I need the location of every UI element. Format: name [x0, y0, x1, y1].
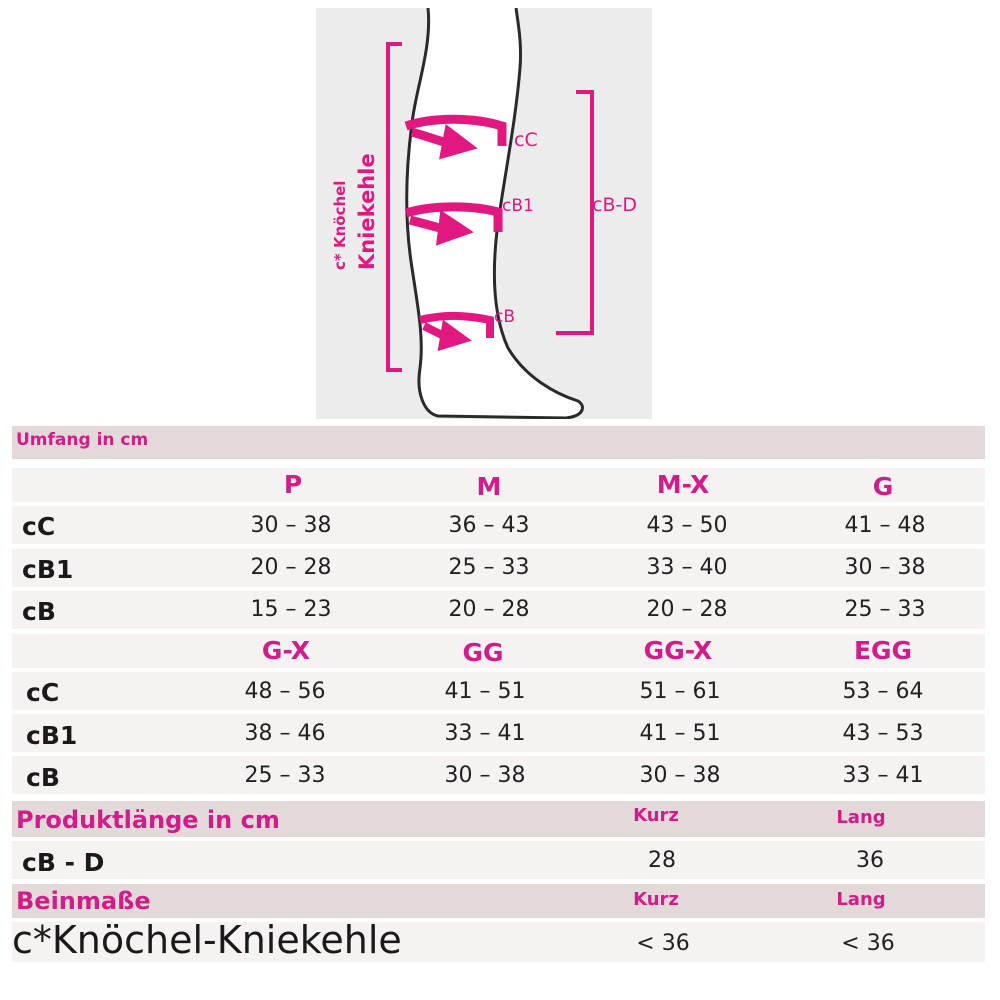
column-kurz: Kurz — [633, 889, 679, 910]
cell: 25 – 33 — [448, 555, 530, 580]
cell: 48 – 56 — [244, 679, 326, 704]
cell: 20 – 28 — [448, 597, 530, 622]
cell: 15 – 23 — [250, 597, 332, 622]
right-bracket — [556, 92, 592, 333]
size-G-X: G-X — [261, 636, 311, 665]
leg-measure-short-value: < 36 — [636, 931, 690, 956]
vertical-label-knoechel: c* Knöchel — [331, 180, 349, 270]
cell: 33 – 41 — [444, 721, 526, 746]
cell: 53 – 64 — [842, 679, 924, 704]
column-lang: Lang — [836, 889, 886, 910]
column-kurz: Kurz — [633, 805, 679, 826]
row-label-cB: cB — [26, 763, 60, 792]
size-G: G — [872, 472, 894, 501]
label-cB1: cB1 — [502, 196, 534, 216]
cell: 41 – 51 — [444, 679, 526, 704]
vertical-label-kniekehle: Kniekehle — [355, 153, 379, 270]
cell: 30 – 38 — [844, 555, 926, 580]
circumference-header-band — [12, 426, 985, 459]
cell: 30 – 38 — [250, 513, 332, 538]
cell: 30 – 38 — [639, 763, 721, 788]
size-P: P — [283, 470, 303, 499]
row-label-cC: cC — [26, 678, 60, 707]
cell: 41 – 51 — [639, 721, 721, 746]
cell: 20 – 28 — [646, 597, 728, 622]
cell: 38 – 46 — [244, 721, 326, 746]
circumference-title: Umfang in cm — [16, 430, 149, 450]
cell: 51 – 61 — [639, 679, 721, 704]
size-M-X: M-X — [656, 470, 710, 499]
cell: 36 – 43 — [448, 513, 530, 538]
leg-measure-long-value: < 36 — [841, 931, 895, 956]
leg-measurement-diagram — [316, 8, 652, 419]
size-EGG: EGG — [853, 636, 913, 665]
row-label-cB-D: cB - D — [22, 848, 105, 877]
row-label-cC: cC — [22, 512, 56, 541]
row-label-cB1: cB1 — [26, 721, 78, 750]
cell: 33 – 41 — [842, 763, 924, 788]
product-length-short-value: 28 — [648, 848, 676, 873]
size-M: M — [476, 472, 502, 501]
left-bracket — [388, 44, 402, 370]
cell: 43 – 53 — [842, 721, 924, 746]
cell: 20 – 28 — [250, 555, 332, 580]
cell: 25 – 33 — [844, 597, 926, 622]
label-cB-D: cB-D — [592, 194, 637, 216]
row-label-cB: cB — [22, 597, 56, 626]
cell: 30 – 38 — [444, 763, 526, 788]
column-lang: Lang — [836, 807, 886, 828]
label-cC: cC — [514, 129, 538, 151]
row-label-knoechel-kniekehle: c*Knöchel-Kniekehle — [12, 918, 402, 962]
row-label-cB1: cB1 — [22, 555, 74, 584]
cell: 25 – 33 — [244, 763, 326, 788]
cell: 41 – 48 — [844, 513, 926, 538]
cell: 43 – 50 — [646, 513, 728, 538]
leg-measure-title: Beinmaße — [16, 887, 151, 915]
cell: 33 – 40 — [646, 555, 728, 580]
label-cB: cB — [494, 307, 516, 327]
product-length-long-value: 36 — [856, 848, 884, 873]
size-GG: GG — [462, 638, 504, 667]
product-length-title: Produktlänge in cm — [16, 806, 280, 834]
size-GG-X: GG-X — [643, 636, 713, 665]
